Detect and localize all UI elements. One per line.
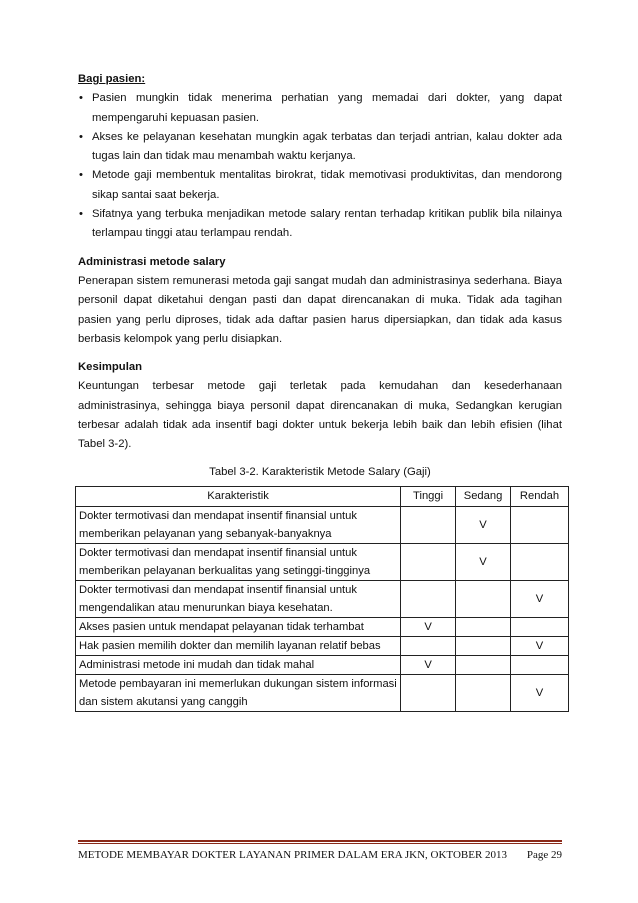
cell-tinggi: V (401, 617, 456, 636)
cell-tinggi (401, 636, 456, 655)
cell-rendah (511, 506, 569, 543)
table-row (76, 506, 569, 543)
cell-sedang: V (456, 543, 511, 580)
kesimpulan-heading: Kesimpulan (78, 361, 143, 374)
administrasi-section (78, 253, 562, 349)
column-header-karakteristik: Karakteristik (76, 486, 401, 506)
cell-karakteristik: Akses pasien untuk mendapat pelayanan tidak terhambat (76, 617, 401, 636)
cell-karakteristik: Hak pasien memilih dokter dan memilih layanan relatif bebas (76, 636, 401, 655)
table-caption: Tabel 3-2. Karakteristik Metode Salary (Gaji) (209, 465, 431, 478)
list-item: • Metode gaji membentuk mentalitas birokrat, tidak memotivasi produktivitas, dan mendorong sikap santai saat bekerja. (78, 166, 562, 205)
table-row (76, 617, 569, 636)
cell-rendah: V (511, 580, 569, 617)
kesimpulan-paragraph: Keuntungan terbesar metode gaji terletak pada kemudahan dan kesederhanaan administrasinya, sehingga biaya personil dapat direncanakan di muka, Sedangkan kerugian terbesar adalah tidak ada insentif bagi dokter untuk bekerja lebih baik dan lebih efisien (lihat Tabel 3-2). (78, 380, 562, 451)
cell-sedang (456, 674, 511, 711)
cell-tinggi (401, 580, 456, 617)
table-row (76, 580, 569, 617)
cell-sedang (456, 636, 511, 655)
cell-karakteristik: Dokter termotivasi dan mendapat insentif finansial untuk memberikan pelayanan yang sebanyak-banyaknya (76, 506, 401, 543)
table-row (76, 543, 569, 580)
cell-rendah (511, 543, 569, 580)
page-number: Page 29 (526, 849, 562, 861)
cell-rendah (511, 617, 569, 636)
cell-karakteristik: Metode pembayaran ini memerlukan dukungan sistem informasi dan sistem akutansi yang canggih (76, 674, 401, 711)
footer-text (78, 849, 562, 861)
table-row (76, 674, 569, 711)
cell-karakteristik: Dokter termotivasi dan mendapat insentif finansial untuk memberikan pelayanan berkualitas yang setinggi-tingginya (76, 543, 401, 580)
footer-rule (78, 843, 562, 844)
cell-sedang (456, 617, 511, 636)
cell-rendah: V (511, 674, 569, 711)
cell-tinggi (401, 506, 456, 543)
list-item: • Pasien mungkin tidak menerima perhatian yang memadai dari dokter, yang dapat mempengaruhi kepuasan pasien. (78, 89, 562, 128)
bagi-pasien-list (78, 89, 562, 243)
administrasi-paragraph: Penerapan sistem remunerasi metoda gaji sangat mudah dan administrasinya sederhana. Biaya personil dapat diketahui dengan pasti dan dapat direncanakan di muka. Tidak ada tagihan pasien yang perlu diproses, tidak ada daftar pasien harus dipersiapkan, dan tidak ada kasus berbasis kelompok yang perlu disiapkan. (78, 274, 562, 345)
table-header-row (76, 486, 569, 506)
bagi-pasien-heading: Bagi pasien: (78, 73, 146, 85)
administrasi-heading: Administrasi metode salary (78, 255, 226, 268)
kesimpulan-section (78, 358, 562, 454)
cell-rendah: V (511, 636, 569, 655)
column-header-rendah: Rendah (511, 486, 569, 506)
cell-karakteristik: Dokter termotivasi dan mendapat insentif finansial untuk mengendalikan atau menurunkan biaya kesehatan. (76, 580, 401, 617)
document-page (78, 70, 562, 712)
table-row (76, 655, 569, 674)
column-header-sedang: Sedang (456, 486, 511, 506)
table-row (76, 636, 569, 655)
page-footer (78, 840, 562, 861)
cell-tinggi: V (401, 655, 456, 674)
list-item: • Akses ke pelayanan kesehatan mungkin agak terbatas dan terjadi antrian, kalau dokter ada tugas lain dan tidak mau menambah waktu kerjanya. (78, 128, 562, 167)
footer-document-title: METODE MEMBAYAR DOKTER LAYANAN PRIMER DALAM ERA JKN, OKTOBER 2013 (78, 849, 508, 861)
cell-tinggi (401, 543, 456, 580)
cell-sedang: V (456, 506, 511, 543)
cell-sedang (456, 580, 511, 617)
footer-rule (78, 840, 562, 842)
cell-tinggi (401, 674, 456, 711)
list-item: • Sifatnya yang terbuka menjadikan metode salary rentan terhadap kritikan publik bila nilainya terlampau tinggi atau terlampau rendah. (78, 205, 562, 244)
karakteristik-table (75, 486, 569, 712)
column-header-tinggi: Tinggi (401, 486, 456, 506)
cell-sedang (456, 655, 511, 674)
cell-rendah (511, 655, 569, 674)
cell-karakteristik: Administrasi metode ini mudah dan tidak mahal (76, 655, 401, 674)
